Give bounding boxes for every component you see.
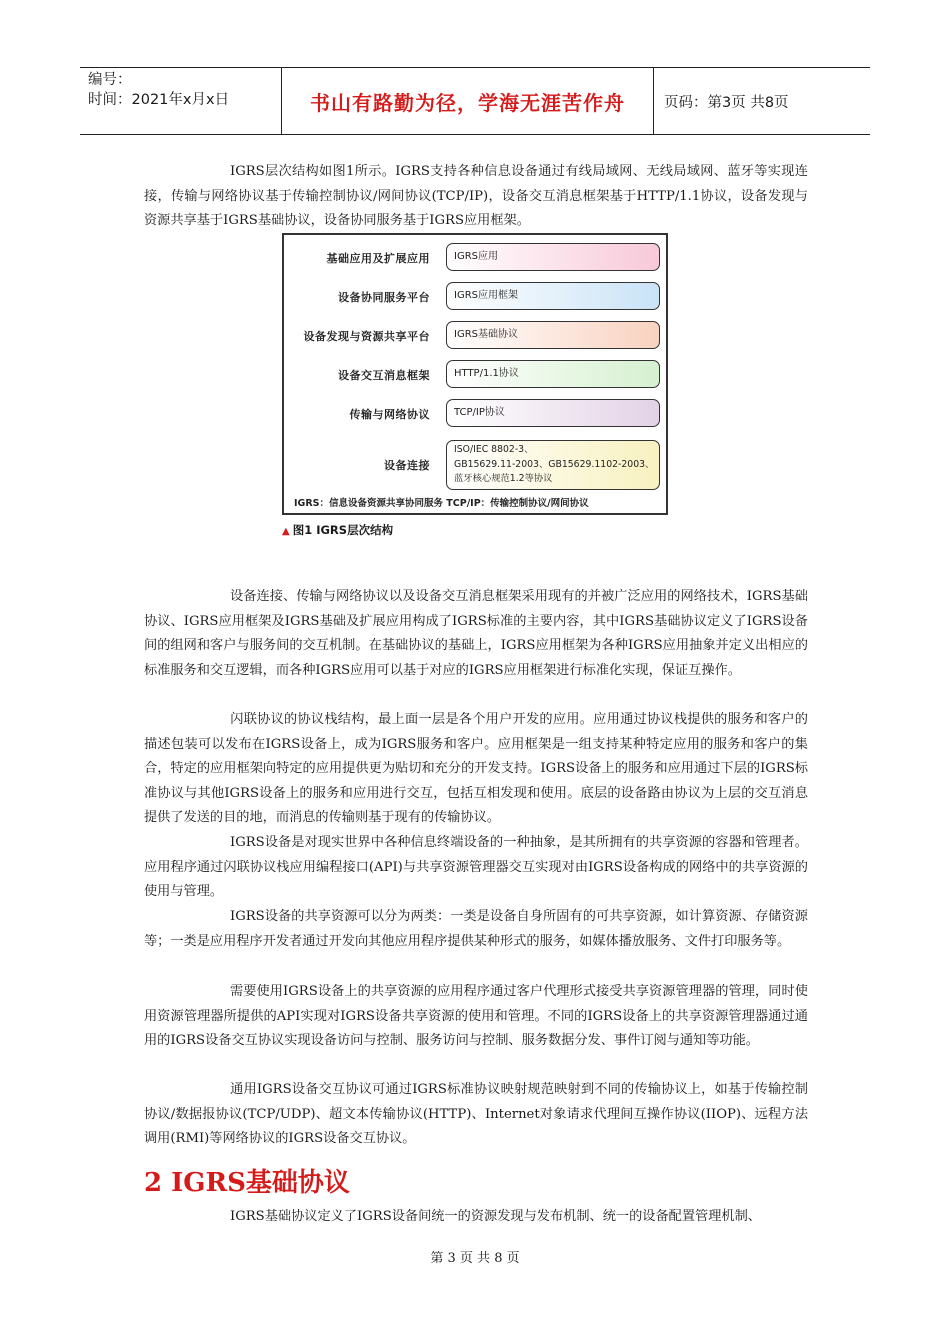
layer-box-line: 蓝牙核心规范1.2等协议 [454,473,553,484]
header-motto: 书山有路勤为径，学海无涯苦作舟 [282,68,654,134]
layer-label: 设备发现与资源共享平台 [303,330,430,343]
layer-label: 设备连接 [384,459,430,472]
layer-label: 基础应用及扩展应用 [326,252,430,265]
body-paragraph: IGRS基础协议定义了IGRS设备间统一的资源发现与发布机制、统一的设备配置管理机制、 [230,1209,761,1224]
layer-box: HTTP/1.1协议 [446,360,660,388]
page-footer: 第 3 页 共 8 页 [430,1251,520,1266]
layer-label: 设备交互消息框架 [338,369,430,382]
section-heading: 2 IGRS基础协议 [144,1168,350,1198]
header-table [80,67,870,135]
header-left-cell [80,68,282,134]
document-date-label: 时间：2021年x月x日 [88,92,230,108]
layer-box [446,440,660,490]
diagram-layer [284,243,666,271]
figure-caption-text: 图1 IGRS层次结构 [292,523,394,537]
layer-label: 设备协同服务平台 [338,291,430,304]
diagram-layer [284,399,666,427]
body-paragraph: 通用IGRS设备交互协议可通过IGRS标准协议映射规范映射到不同的传输协议上，如基于传输控制协议/数据报协议(TCP/UDP)、超文本传输协议(HTTP)、Internet对象请求代理间互操作协议(IIOP)、远程方法调用(RMI)等网络协议的IGRS设备交互协议。 [144,1082,808,1147]
body-paragraph: IGRS设备的共享资源可以分为两类：一类是设备自身所固有的可共享资源，如计算资源、存储资源等；一类是应用程序开发者通过开发向其他应用程序提供某种形式的服务，如媒体播放服务、文件打印服务等。 [144,909,808,949]
diagram-note: IGRS：信息设备资源共享协同服务 TCP/IP：传输控制协议/网间协议 [294,498,589,509]
diagram-layer [284,440,666,490]
diagram-layer [284,282,666,310]
layer-box: IGRS应用框架 [446,282,660,310]
body-paragraph: 闪联协议的协议栈结构，最上面一层是各个用户开发的应用。应用通过协议栈提供的服务和客户的描述包装可以发布在IGRS设备上，成为IGRS服务和客户。应用框架是一组支持某种特定应用的服务和客户的集合，特定的应用框架向特定的应用提供更为贴切和充分的开发支持。IGRS设备上的服务和应用通过下层的IGRS标准协议与其他IGRS设备上的服务和应用进行交互，包括互相发现和使用。底层的设备路由协议为上层的交互消息提供了发送的目的地，而消息的传输则基于现有的传输协议。 [144,712,808,826]
layer-box: TCP/IP协议 [446,399,660,427]
body-paragraph: 需要使用IGRS设备上的共享资源的应用程序通过客户代理形式接受共享资源管理器的管理，同时使用资源管理器所提供的API实现对IGRS设备共享资源的使用和管理。不同的IGRS设备上的共享资源管理器通过通用的IGRS设备交互协议实现设备访问与控制、服务访问与控制、服务数据分发、事件订阅与通知等功能。 [144,984,808,1049]
header-page-number: 页码：第3页 共8页 [664,94,789,111]
layer-label: 传输与网络协议 [349,408,430,421]
layer-box-line: GB15629.11-2003、GB15629.1102-2003、 [454,458,655,470]
layer-box-line: ISO/IEC 8802-3、 [454,444,534,455]
diagram-layer [284,360,666,388]
body-paragraph: IGRS层次结构如图1所示。IGRS支持各种信息设备通过有线局域网、无线局域网、蓝牙等实现连接，传输与网络协议基于传输控制协议/网间协议(TCP/IP)，设备交互消息框架基于HTTP/1.1协议，设备发现与资源共享基于IGRS基础协议，设备协同服务基于IGRS应用框架。 [144,164,808,229]
document-number-label: 编号： [88,72,132,88]
igrs-layer-diagram [282,233,668,515]
diagram-layer [284,321,666,349]
layer-box: IGRS基础协议 [446,321,660,349]
layer-box: IGRS应用 [446,243,660,271]
figure-caption [282,522,393,538]
triangle-icon: ▲ [282,526,290,537]
body-paragraph: IGRS设备是对现实世界中各种信息终端设备的一种抽象，是其所拥有的共享资源的容器和管理者。应用程序通过闪联协议栈应用编程接口(API)与共享资源管理器交互实现对由IGRS设备构成的网络中的共享资源的使用与管理。 [144,835,808,900]
body-paragraph: 设备连接、传输与网络协议以及设备交互消息框架采用现有的并被广泛应用的网络技术，IGRS基础协议、IGRS应用框架及IGRS基础及扩展应用构成了IGRS标准的主要内容，其中IGRS基础协议定义了IGRS设备间的组网和客户与服务间的交互机制。在基础协议的基础上，IGRS应用框架为各种IGRS应用抽象并定义出相应的标准服务和交互逻辑，而各种IGRS应用可以基于对应的IGRS应用框架进行标准化实现，保证互操作。 [144,589,808,678]
